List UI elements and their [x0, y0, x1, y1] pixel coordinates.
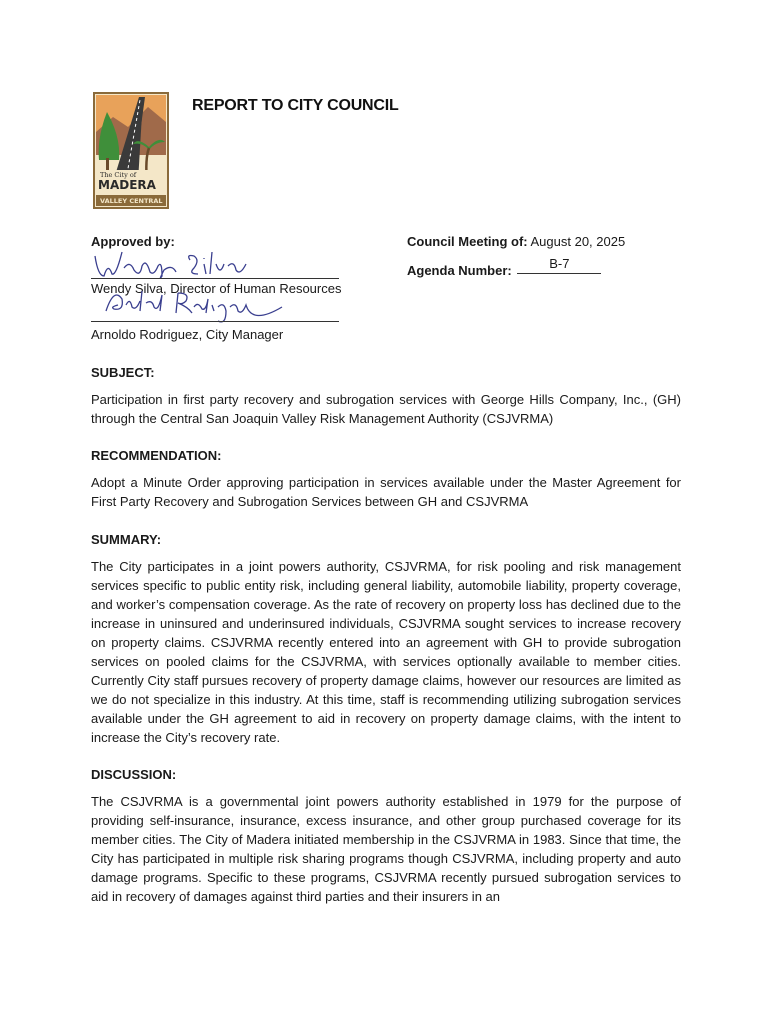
- section-subject: [91, 363, 681, 428]
- city-of-madera-logo: [93, 92, 169, 209]
- council-meeting-date: August 20, 2025: [530, 234, 626, 249]
- signatory-name: Arnoldo Rodriguez, City Manager: [91, 327, 284, 342]
- section-recommendation: [91, 446, 681, 511]
- logo-line2: MADERA: [98, 178, 156, 192]
- section-summary: [91, 530, 681, 747]
- section-body: The City participates in a joint powers authority, CSJVRMA, for risk pooling and risk management services specific to public entity risk, including general liability, automobile liability, property coverage, and worker’s compensation coverage. As the rate of recovery on property loss has declined due to the increase in uninsured and underinsured individuals, CSJVRMA sought services to increase recovery on property claims. CSJVRMA recently entered into an agreement with GH to provide subrogation services on pooled claims for the CSJVRMA, with services optionally available to member cities. Currently City staff pursues recovery of property damage claims, however our resources are limited as we do not specialize in this industry. At this time, staff is recommending utilizing subrogation services available under the GH agreement to aid in recovery on property damage claims, with the intent to increase the City’s recovery rate.: [91, 559, 681, 745]
- section-title: SUMMARY:: [91, 532, 162, 547]
- council-meeting-label: Council Meeting of:: [407, 234, 528, 249]
- signature-wendy-silva: [90, 246, 290, 282]
- council-meeting-field: [407, 234, 625, 249]
- agenda-number-label: Agenda Number:: [407, 263, 512, 278]
- section-title: DISCUSSION:: [91, 767, 177, 782]
- section-body: Participation in first party recovery and subrogation services with George Hills Company, Inc., (GH) through the Central San Joaquin Valley Risk Management Authority (CSJVRMA): [91, 392, 681, 426]
- agenda-number-field: [407, 256, 601, 278]
- section-body: Adopt a Minute Order approving participation in services available under the Master Agreement for First Party Recovery and Subrogation Services between GH and CSJVRMA: [91, 475, 681, 509]
- page-title: REPORT TO CITY COUNCIL: [192, 97, 399, 114]
- logo-line3: VALLEY CENTRAL: [100, 197, 163, 205]
- section-discussion: [91, 765, 681, 906]
- signature-line: [91, 278, 339, 279]
- signature-line: [91, 321, 339, 322]
- approved-by-label: Approved by:: [91, 234, 175, 249]
- signature-arnoldo-rodriguez: [102, 285, 292, 329]
- logo-line1: The City of: [100, 171, 137, 179]
- agenda-number-value: B-7: [517, 257, 601, 274]
- section-title: RECOMMENDATION:: [91, 448, 222, 463]
- section-body: The CSJVRMA is a governmental joint powers authority established in 1979 for the purpose of providing self-insurance, insurance, excess insurance, and other group purchased coverage for its member cities. The City of Madera initiated membership in the CSJVRMA in 1983. Since that time, the City has participated in multiple risk sharing programs though CSJVRMA, including property and auto damage programs. Specific to these programs, CSJVRMA recently pursued subrogation services to aid in recovery of damages against third parties and their insurers in an: [91, 794, 681, 904]
- section-title: SUBJECT:: [91, 365, 155, 380]
- signatory-name: Wendy Silva, Director of Human Resources: [91, 281, 342, 296]
